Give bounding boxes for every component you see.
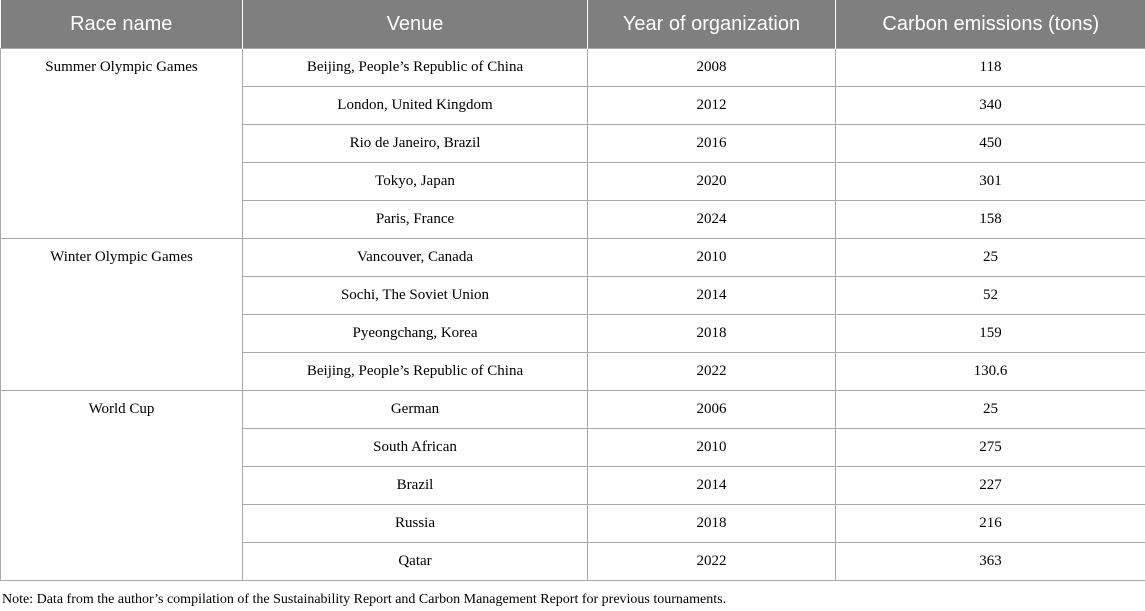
- venue-cell: Paris, France: [243, 201, 588, 239]
- year-cell: 2024: [588, 201, 836, 239]
- venue-cell: Sochi, The Soviet Union: [243, 277, 588, 315]
- venue-cell: Russia: [243, 505, 588, 543]
- emissions-cell: 118: [836, 49, 1145, 87]
- emissions-cell: 25: [836, 391, 1145, 429]
- emissions-cell: 275: [836, 429, 1145, 467]
- year-cell: 2016: [588, 125, 836, 163]
- emissions-cell: 340: [836, 87, 1145, 125]
- emissions-cell: 216: [836, 505, 1145, 543]
- venue-cell: South African: [243, 429, 588, 467]
- year-cell: 2010: [588, 239, 836, 277]
- venue-cell: London, United Kingdom: [243, 87, 588, 125]
- venue-cell: Beijing, People’s Republic of China: [243, 353, 588, 391]
- emissions-cell: 52: [836, 277, 1145, 315]
- year-cell: 2018: [588, 505, 836, 543]
- header-venue: Venue: [243, 0, 588, 49]
- header-year: Year of organization: [588, 0, 836, 49]
- race-name-cell: World Cup: [1, 391, 243, 581]
- year-cell: 2014: [588, 277, 836, 315]
- table-note: Note: Data from the author’s compilation of the Sustainability Report and Carbon Management Report for previous tournaments.: [2, 592, 727, 607]
- emissions-cell: 450: [836, 125, 1145, 163]
- header-race-name: Race name: [1, 0, 243, 49]
- venue-cell: Qatar: [243, 543, 588, 581]
- year-cell: 2008: [588, 49, 836, 87]
- year-cell: 2022: [588, 543, 836, 581]
- venue-cell: Pyeongchang, Korea: [243, 315, 588, 353]
- table-row: [1, 49, 1145, 87]
- year-cell: 2012: [588, 87, 836, 125]
- venue-cell: Vancouver, Canada: [243, 239, 588, 277]
- venue-cell: German: [243, 391, 588, 429]
- table-row: [1, 391, 1145, 429]
- emissions-cell: 158: [836, 201, 1145, 239]
- year-cell: 2018: [588, 315, 836, 353]
- venue-cell: Tokyo, Japan: [243, 163, 588, 201]
- race-name-cell: Winter Olympic Games: [1, 239, 243, 391]
- emissions-cell: 130.6: [836, 353, 1145, 391]
- table-body: [1, 49, 1145, 581]
- year-cell: 2022: [588, 353, 836, 391]
- emissions-cell: 227: [836, 467, 1145, 505]
- venue-cell: Rio de Janeiro, Brazil: [243, 125, 588, 163]
- header-carbon-emissions: Carbon emissions (tons): [836, 0, 1145, 49]
- emissions-cell: 363: [836, 543, 1145, 581]
- venue-cell: Beijing, People’s Republic of China: [243, 49, 588, 87]
- table-row: [1, 239, 1145, 277]
- year-cell: 2014: [588, 467, 836, 505]
- table-header-row: [1, 0, 1145, 49]
- year-cell: 2006: [588, 391, 836, 429]
- emissions-cell: 159: [836, 315, 1145, 353]
- race-name-cell: Summer Olympic Games: [1, 49, 243, 239]
- venue-cell: Brazil: [243, 467, 588, 505]
- year-cell: 2020: [588, 163, 836, 201]
- emissions-cell: 25: [836, 239, 1145, 277]
- year-cell: 2010: [588, 429, 836, 467]
- emissions-cell: 301: [836, 163, 1145, 201]
